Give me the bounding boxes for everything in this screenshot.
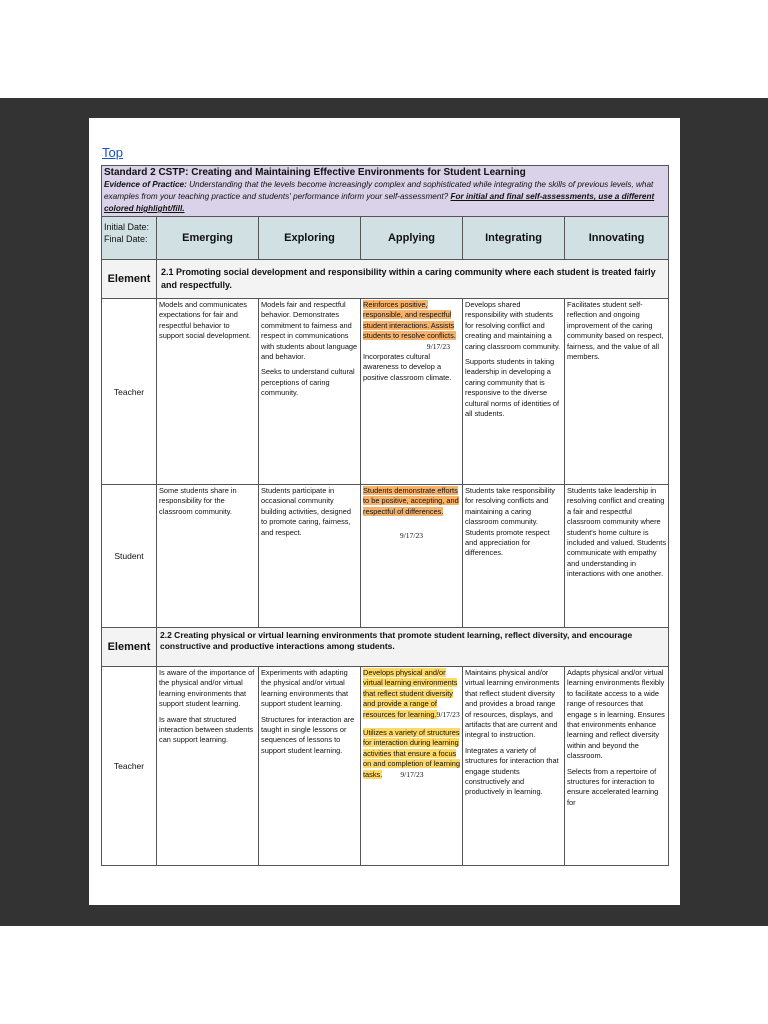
- assessment-date: 9/17/23: [400, 769, 424, 779]
- level-innovating: Innovating: [565, 217, 669, 260]
- cell-emerging: [157, 299, 259, 485]
- final-date-label: Final Date:: [104, 234, 148, 244]
- teacher-row-2-1: [102, 299, 669, 485]
- cell-integrating: [463, 299, 565, 485]
- highlighted-text: Students demonstrate efforts to be positive, accepting, and respectful of differences.: [363, 486, 459, 516]
- highlighted-text: Utilizes a variety of structures for interaction during learning activities that ensure a focus on and completion of learning tasks.: [363, 728, 460, 779]
- assessment-date: 9/17/23: [436, 709, 460, 719]
- cell-text: Structures for interaction are taught in single lessons or sequences of lessons to support student learning.: [261, 714, 355, 755]
- top-link[interactable]: Top: [102, 145, 123, 160]
- cell-applying: [361, 299, 463, 485]
- cell-applying: [361, 667, 463, 866]
- cell-text: Maintains physical and/or virtual learning environments that reflect student diversity and provides a broad range of resources, displays, and artifacts that are current and integral to instruction.: [465, 668, 560, 740]
- cell-integrating: [463, 667, 565, 866]
- dates-cell: [102, 217, 157, 260]
- cell-text: Develops shared responsibility with students for resolving conflict and creating and maintaining a caring classroom community.: [465, 300, 561, 351]
- cell-innovating: [565, 299, 669, 485]
- highlight-instruction: For initial and final self-assessments, use a different colored highlight/fill.: [104, 192, 655, 213]
- role-student: Student: [102, 485, 157, 628]
- cell-exploring: [259, 485, 361, 628]
- cell-exploring: [259, 667, 361, 866]
- cell-text: Seeks to understand cultural perceptions of caring community.: [261, 367, 355, 398]
- cell-text: Experiments with adapting the physical and/or virtual learning environments that support student learning.: [261, 668, 349, 709]
- cell-text: Incorporates cultural awareness to develop a positive classroom climate.: [363, 352, 452, 382]
- level-integrating: Integrating: [463, 217, 565, 260]
- highlighted-text: Develops physical and/or virtual learning environments that reflect student diversity and provide a range of resources for learning.: [363, 668, 458, 719]
- cell-text: Supports students in taking leadership in developing a caring community that is responsive to the diverse cultural norms of identities of all students.: [465, 357, 560, 419]
- standard-header-row: [102, 166, 669, 217]
- cell-innovating: [565, 485, 669, 628]
- evidence-label: Evidence of Practice:: [104, 180, 187, 189]
- element-label: Element: [102, 260, 157, 299]
- highlighted-text: Reinforces positive, responsible, and respectful student interactions. Assists students to resolve conflicts.: [363, 300, 456, 341]
- assessment-date: 9/17/23: [426, 341, 450, 351]
- cell-emerging: [157, 667, 259, 866]
- cell-text: Students take responsibility for resolving conflicts and maintaining a caring classroom community. Students promote respect and appreciation for differences.: [465, 486, 555, 558]
- levels-header-row: [102, 217, 669, 260]
- cell-text: Some students share in responsibility for the classroom community.: [159, 486, 237, 516]
- document-page: [89, 118, 680, 905]
- element-row-2-2: [102, 628, 669, 667]
- level-exploring: Exploring: [259, 217, 361, 260]
- level-emerging: Emerging: [157, 217, 259, 260]
- cell-text: Students take leadership in resolving conflict and creating a fair and respectful classroom community where student's home culture is included and valued. Students communicate with empathy and understanding in interactions with one another.: [567, 486, 667, 579]
- level-applying: Applying: [361, 217, 463, 260]
- cell-emerging: [157, 485, 259, 628]
- element-label: Element: [102, 628, 157, 667]
- cell-text: Models and communicates expectations for fair and respectful behavior to support social development.: [159, 300, 252, 341]
- cell-innovating: [565, 667, 669, 866]
- element-row-2-1: [102, 260, 669, 299]
- student-row-2-1: [102, 485, 669, 628]
- cell-applying: [361, 485, 463, 628]
- standard-title: Standard 2 CSTP: Creating and Maintaining Effective Environments for Student Learning: [104, 167, 526, 178]
- cell-text: Is aware that structured interaction between students can support learning.: [159, 714, 254, 745]
- teacher-row-2-2: [102, 667, 669, 866]
- evidence-text: Understanding that the levels become increasingly complex and sophisticated while integrating the skills of previous levels, what examples from your teaching practice and students' performance inform your self-assessment?: [104, 180, 654, 201]
- cell-text: Selects from a repertoire of structures for interaction to ensure accelerated learning for: [567, 766, 659, 807]
- rubric-table: [101, 165, 669, 866]
- role-teacher: Teacher: [102, 667, 157, 866]
- cell-text: Adapts physical and/or virtual learning environments flexibly to facilitate access to a wide range of resources that engage s in learning. Ensures that environments enhance learning and reflect diversity within and beyond the classroom.: [567, 668, 665, 761]
- element-title-2-1: 2.1 Promoting social development and responsibility within a caring community where each student is treated fairly and respectfully.: [157, 260, 669, 299]
- cell-text: Integrates a variety of structures for interaction that engage students constructively and productively in learning.: [465, 745, 559, 797]
- assessment-date: 9/17/23: [399, 531, 424, 541]
- role-teacher: Teacher: [102, 299, 157, 485]
- cell-text: Models fair and respectful behavior. Demonstrates commitment to fairness and respect in communications with students about language and behavior.: [261, 300, 358, 362]
- cell-integrating: [463, 485, 565, 628]
- standard-header: [102, 166, 669, 217]
- cell-text: Students participate in occasional community building activities, designed to promote caring, fairness, and respect.: [261, 486, 351, 537]
- initial-date-label: Initial Date:: [104, 222, 150, 232]
- cell-text: Is aware of the importance of the physical and/or virtual learning environments that support student learning.: [159, 668, 255, 709]
- element-title-2-2: 2.2 Creating physical or virtual learning environments that promote student learning, reflect diversity, and encourage constructive and productive interactions among students.: [157, 628, 669, 667]
- cell-text: Facilitates student self-reflection and ongoing improvement of the caring community based on respect, fairness, and the value of all members.: [567, 300, 664, 362]
- cell-exploring: [259, 299, 361, 485]
